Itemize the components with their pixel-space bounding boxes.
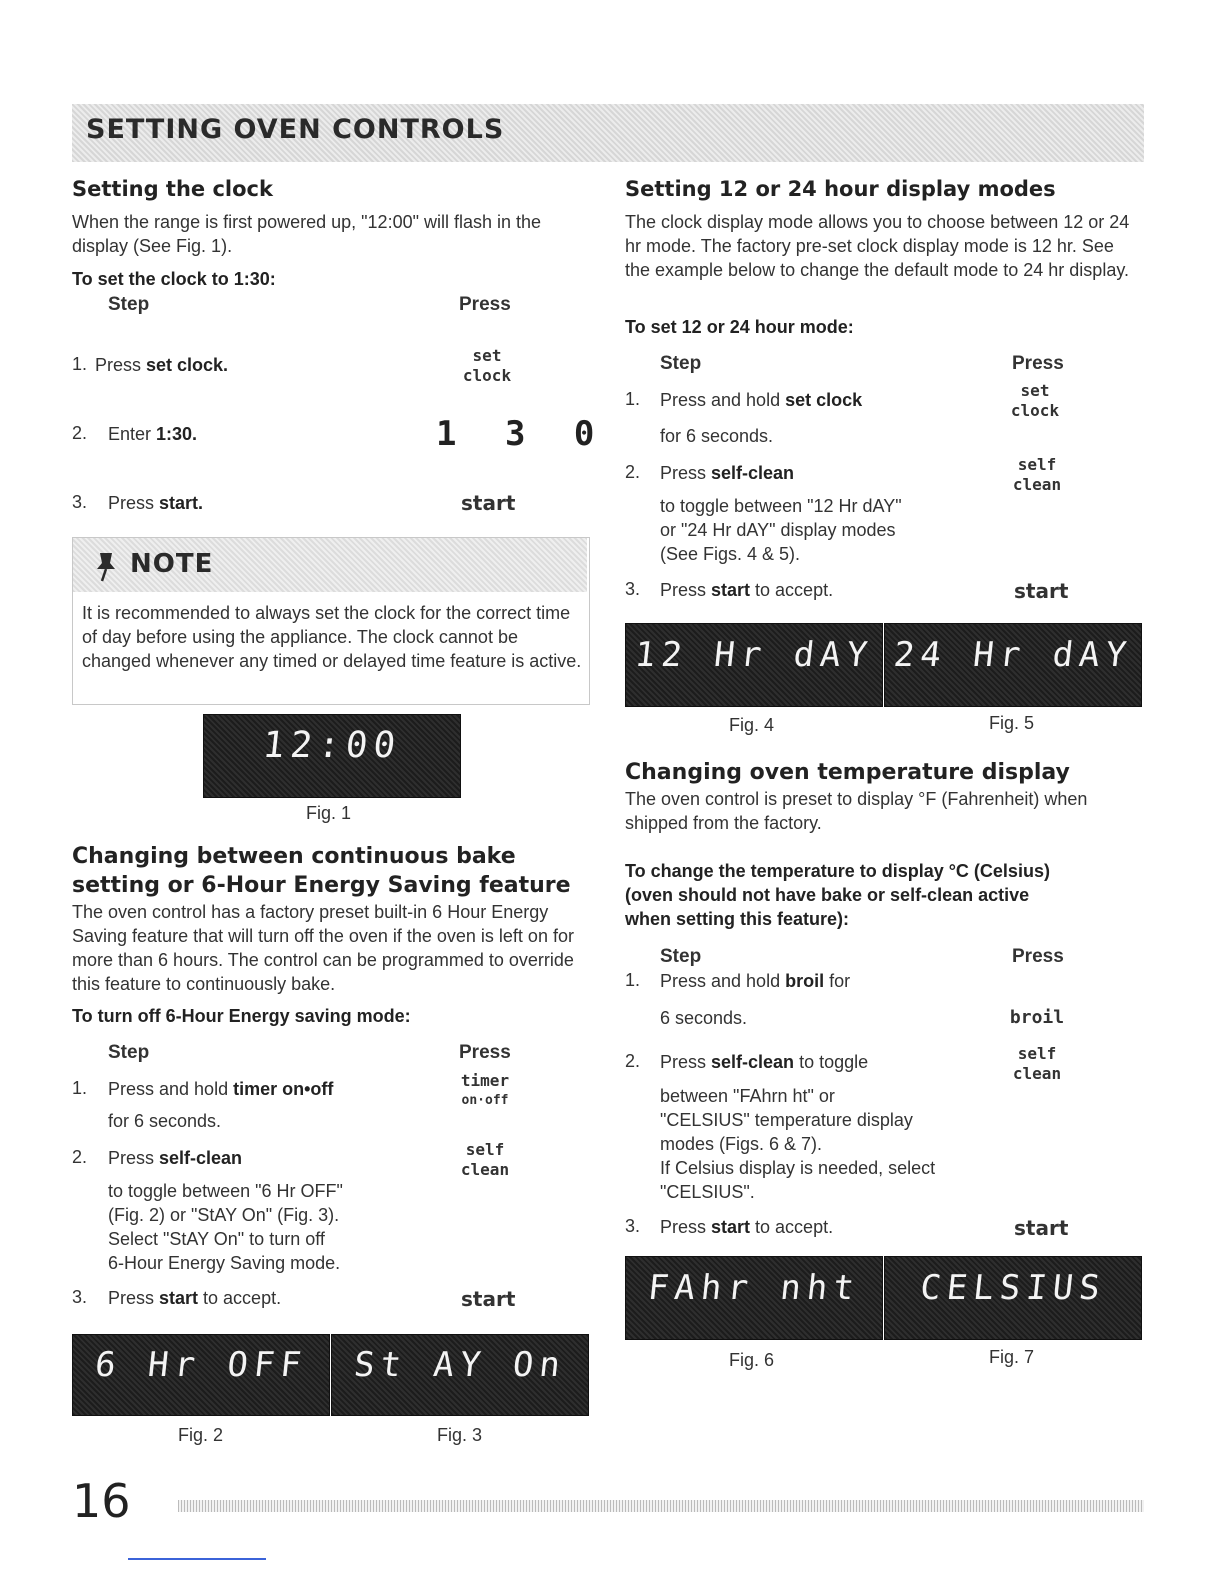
- fig1-caption: Fig. 1: [306, 803, 352, 823]
- page-number: 16: [72, 1474, 131, 1528]
- temp-intro: The oven control is preset to display °F (Fahrenheit) when shipped from the factory.: [625, 789, 1088, 833]
- hourmode-step2-detail: to toggle between "12 Hr dAY" or "24 Hr dAY" display modes (See Figs. 4 & 5).: [660, 496, 902, 564]
- clock-step1-text: Press set clock.: [95, 355, 229, 375]
- temp-step1-num: 1.: [625, 970, 641, 990]
- fig2-caption: Fig. 2: [178, 1425, 224, 1445]
- temp-self-clean-key: self clean: [1012, 1044, 1062, 1083]
- clock-step1-num: 1.: [72, 354, 88, 374]
- fig3-caption: Fig. 3: [437, 1425, 483, 1445]
- fig6-display: FAhr nht: [625, 1256, 883, 1340]
- energy-step1-detail: for 6 seconds.: [108, 1111, 222, 1131]
- start-key: start: [461, 491, 516, 515]
- hourmode-self-clean-key: self clean: [1012, 455, 1062, 494]
- clock-step2-text: Enter 1:30.: [108, 424, 198, 444]
- clock-step3-num: 3.: [72, 492, 88, 512]
- hourmode-step3-num: 3.: [625, 579, 641, 599]
- hourmode-set-clock-key: set clock: [1010, 381, 1060, 420]
- energy-title-line1: Changing between continuous bake: [72, 844, 516, 869]
- fig5-display: 24 Hr dAY: [884, 623, 1142, 707]
- fig2-display: 6 Hr OFF: [72, 1334, 330, 1416]
- energy-step3-text: Press start to accept.: [108, 1288, 282, 1308]
- footer-rule: [178, 1500, 1144, 1512]
- hourmode-press-label: Press: [1012, 353, 1064, 374]
- clock-subheading: To set the clock to 1:30:: [72, 269, 276, 289]
- set-clock-key: set clock: [462, 346, 512, 385]
- clock-step-label: Step: [108, 294, 150, 315]
- hourmode-step1-detail: for 6 seconds.: [660, 426, 774, 446]
- energy-step2-num: 2.: [72, 1147, 88, 1167]
- energy-start-key: start: [461, 1287, 516, 1311]
- fig6-caption: Fig. 6: [729, 1350, 775, 1370]
- clock-title: Setting the clock: [72, 177, 273, 201]
- clock-intro: When the range is first powered up, "12:00" will flash in the display (See Fig. 1).: [72, 212, 542, 256]
- hourmode-subheading: To set 12 or 24 hour mode:: [625, 317, 854, 337]
- hourmode-start-key: start: [1014, 579, 1069, 603]
- clock-step2-num: 2.: [72, 423, 88, 443]
- hourmode-title: Setting 12 or 24 hour display modes: [625, 177, 1056, 201]
- energy-title-line2: setting or 6-Hour Energy Saving feature: [72, 873, 571, 898]
- energy-step-label: Step: [108, 1042, 150, 1063]
- clock-step3-text: Press start.: [108, 493, 204, 513]
- fig1-display: 12:00: [203, 714, 461, 798]
- broil-key: broil: [1009, 1007, 1065, 1028]
- bottom-divider: [128, 1558, 266, 1560]
- fig7-display: CELSIUS: [884, 1256, 1142, 1340]
- hourmode-step2-num: 2.: [625, 462, 641, 482]
- temp-step1-text: Press and hold broil for: [660, 971, 851, 991]
- clock-press-label: Press: [459, 294, 511, 315]
- temp-press-label: Press: [1012, 946, 1064, 967]
- energy-press-label: Press: [459, 1042, 511, 1063]
- temp-step3-num: 3.: [625, 1216, 641, 1236]
- timer-onoff-key: timer on·off: [460, 1071, 510, 1108]
- temp-step2-text: Press self-clean to toggle: [660, 1052, 869, 1072]
- hourmode-step3-text: Press start to accept.: [660, 580, 834, 600]
- self-clean-key: self clean: [460, 1140, 510, 1179]
- energy-step1-text: Press and hold timer on•off: [108, 1079, 334, 1099]
- temp-step2-detail: between "FAhrn ht" or "CELSIUS" temperature display modes (Figs. 6 & 7). If Celsius display is needed, select "CELSIUS".: [660, 1086, 936, 1202]
- energy-step3-num: 3.: [72, 1287, 88, 1307]
- temp-step3-text: Press start to accept.: [660, 1217, 834, 1237]
- temp-start-key: start: [1014, 1216, 1069, 1240]
- note-text: It is recommended to always set the clock for the correct time of day before using the appliance. The clock cannot be changed whenever any timed or delayed time feature is active.: [82, 603, 582, 671]
- temp-title: Changing oven temperature display: [625, 760, 1070, 785]
- fig4-caption: Fig. 4: [729, 715, 775, 735]
- hourmode-step1-text: Press and hold set clock: [660, 390, 863, 410]
- energy-subheading: To turn off 6-Hour Energy saving mode:: [72, 1006, 411, 1026]
- section-title: SETTING OVEN CONTROLS: [86, 114, 505, 145]
- energy-step2-detail: to toggle between "6 Hr OFF" (Fig. 2) or "StAY On" (Fig. 3). Select "StAY On" to turn off 6-Hour Energy Saving mode.: [108, 1181, 343, 1273]
- hourmode-intro: The clock display mode allows you to choose between 12 or 24 hr mode. The factory pre-set clock display mode is 12 hr. See the example below to change the default mode to 24 hr display.: [625, 212, 1130, 280]
- hourmode-step-label: Step: [660, 353, 702, 374]
- temp-step2-num: 2.: [625, 1051, 641, 1071]
- fig5-caption: Fig. 5: [989, 713, 1035, 733]
- fig7-caption: Fig. 7: [989, 1347, 1035, 1367]
- fig4-display: 12 Hr dAY: [625, 623, 883, 707]
- note-title: NOTE: [130, 549, 214, 579]
- energy-intro: The oven control has a factory preset built-in 6 Hour Energy Saving feature that will turn off the oven if the oven is left on for more than 6 hours. The control can be programmed to override this feature to continuously bake.: [72, 902, 574, 994]
- energy-step2-text: Press self-clean: [108, 1148, 243, 1168]
- number-keys-130: 1 3 0: [436, 414, 609, 454]
- temp-step1-detail: 6 seconds.: [660, 1008, 748, 1028]
- temp-subheading: To change the temperature to display °C (Celsius) (oven should not have bake or self-clean active when setting this feature):: [625, 861, 1050, 929]
- hourmode-step1-num: 1.: [625, 389, 641, 409]
- temp-step-label: Step: [660, 946, 702, 967]
- energy-step1-num: 1.: [72, 1078, 88, 1098]
- hourmode-step2-text: Press self-clean: [660, 463, 795, 483]
- fig3-display: St AY On: [331, 1334, 589, 1416]
- pushpin-icon: [92, 549, 120, 583]
